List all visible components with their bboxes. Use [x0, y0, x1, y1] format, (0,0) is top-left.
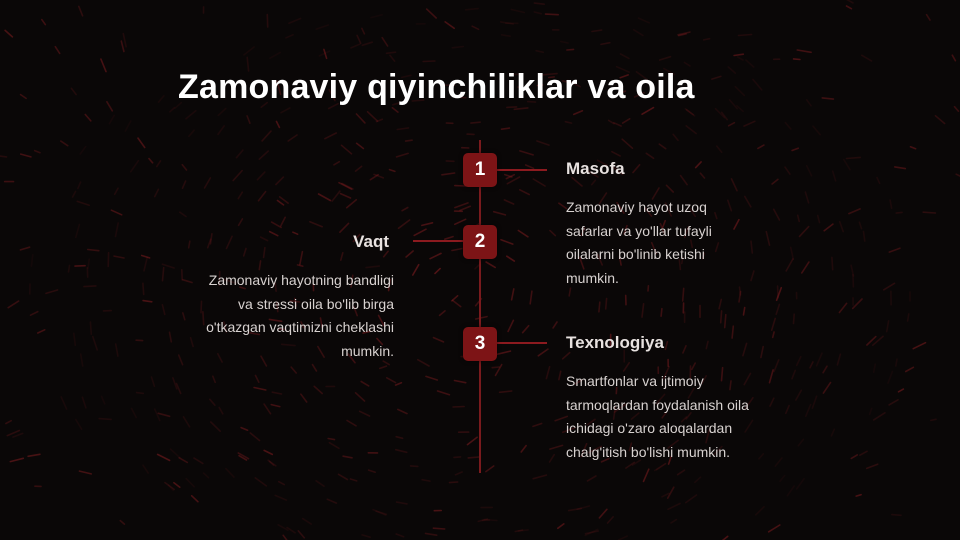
text-line: Zamonaviy hayotning bandligi — [208, 272, 394, 288]
item-text-vaqt — [160, 269, 394, 363]
text-line: oilalarni bo'linib ketishi — [566, 246, 705, 262]
text-line: mumkin. — [341, 342, 394, 359]
item-text-masofa — [566, 196, 796, 290]
item-text-texnologiya — [566, 370, 806, 464]
timeline-badge-3: 3 — [463, 327, 497, 361]
item-heading-texnologiya: Texnologiya — [566, 333, 664, 352]
timeline-vertical-line — [479, 140, 481, 473]
text-line: mumkin. — [566, 269, 619, 286]
text-line: chalg'itish bo'lishi mumkin. — [566, 443, 731, 460]
text-line: o'tkazgan vaqtimizni cheklashi — [206, 319, 394, 335]
timeline-badge-1: 1 — [463, 153, 497, 187]
text-line: ichidagi o'zaro aloqalardan — [566, 420, 733, 436]
item-heading-vaqt: Vaqt — [353, 232, 389, 251]
text-line: tarmoqlardan foydalanish oila — [566, 396, 749, 413]
text-line: va stressi oila bo'lib birga — [238, 295, 394, 312]
text-line: safarlar va yo'llar tufayli — [566, 222, 712, 239]
text-line: Zamonaviy hayot uzoq — [566, 199, 707, 215]
item-heading-masofa: Masofa — [566, 159, 625, 178]
timeline-badge-2: 2 — [463, 225, 497, 259]
slide-title: Zamonaviy qiyinchiliklar va oila — [178, 68, 695, 106]
text-line: Smartfonlar va ijtimoiy — [566, 373, 704, 389]
